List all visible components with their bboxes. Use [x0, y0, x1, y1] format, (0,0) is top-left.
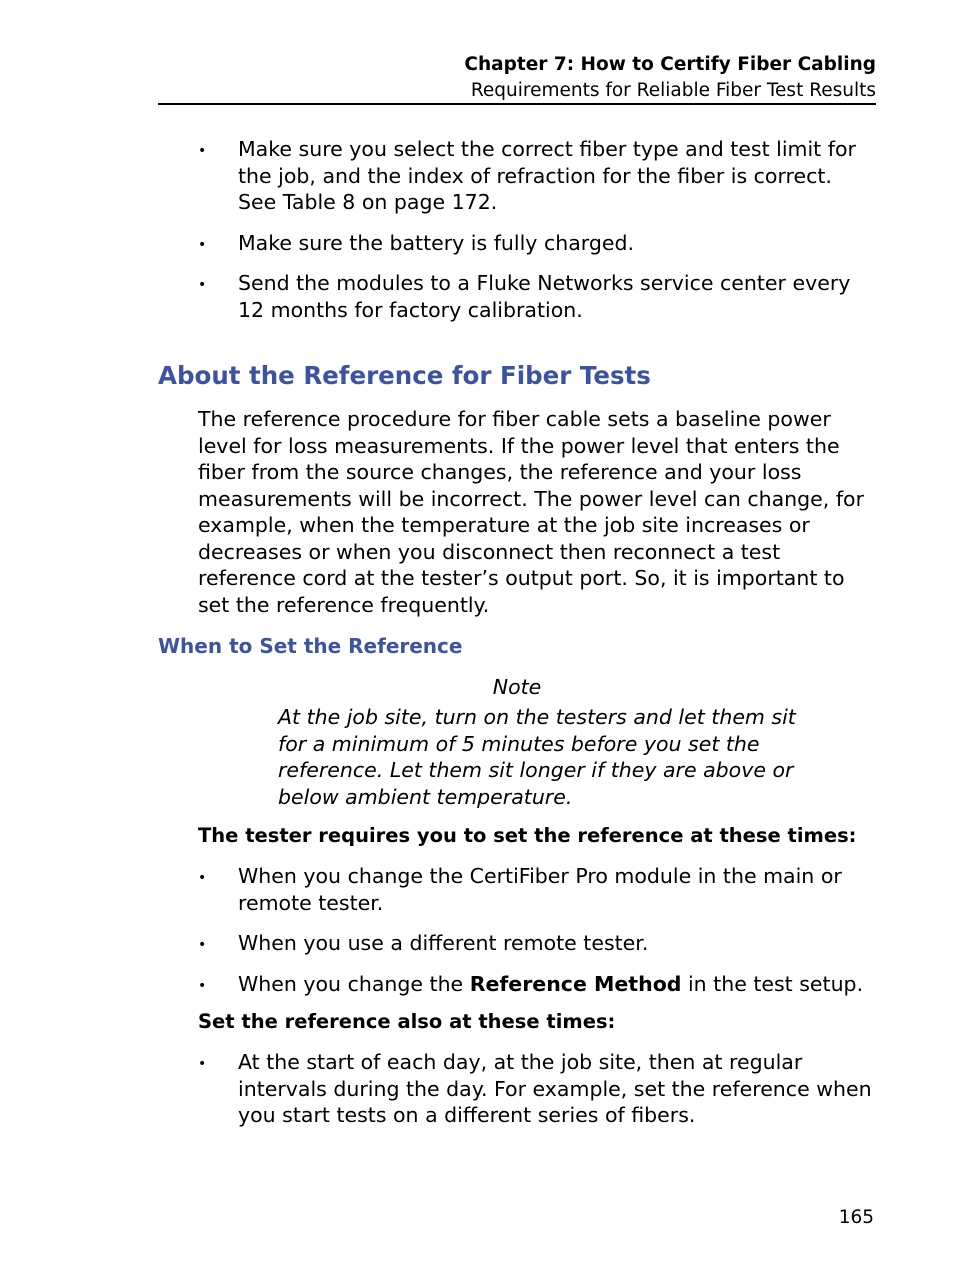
bullet-icon: •: [198, 937, 207, 953]
section-title: Requirements for Reliable Fiber Test Results: [470, 80, 876, 101]
top-bullet-list: [198, 136, 876, 337]
required-times-lead: The tester requires you to set the reference at these times:: [198, 824, 857, 847]
reference-method-term: Reference Method: [469, 971, 682, 996]
list-item: [198, 270, 876, 323]
list-item-text: When you use a different remote tester.: [238, 931, 649, 955]
list-item: [198, 971, 876, 998]
note-title: Note: [492, 675, 542, 699]
note-body: At the job site, turn on the testers and let them sit for a minimum of 5 minutes before you set the reference. Let them sit longer if they are above or below ambient temperature.: [278, 705, 796, 809]
list-item-text-prefix: When you change the: [238, 971, 470, 996]
list-item-text: When you change the CertiFiber Pro module in the main or remote tester.: [238, 864, 842, 915]
list-item-text: Send the modules to a Fluke Networks service center every 12 months for factory calibration.: [238, 271, 851, 322]
list-item-text: [238, 972, 863, 996]
header-divider: [158, 103, 876, 105]
required-times-list: [198, 863, 876, 1011]
section-paragraph: The reference procedure for fiber cable sets a baseline power level for loss measurements. If the power level that enters the fiber from the source changes, the reference and your loss measurements will be incorrect. The power level can change, for example, when the temperature at the job site increases or decreases or when you disconnect then reconnect a test reference cord at the tester’s output port. So, it is important to set the reference frequently.: [198, 407, 865, 617]
subsection-heading: When to Set the Reference: [158, 634, 463, 658]
list-item-text-suffix: in the test setup.: [681, 971, 864, 996]
list-item-text: At the start of each day, at the job site, then at regular intervals during the day. For example, set the reference when you start tests on a different series of fibers.: [238, 1050, 872, 1127]
list-item-text: Make sure you select the correct fiber type and test limit for the job, and the index of refraction for the fiber is correct. See Table 8 on page 172.: [238, 137, 856, 214]
section-heading: About the Reference for Fiber Tests: [158, 361, 651, 390]
list-item: [198, 930, 876, 957]
list-item: [198, 1049, 876, 1129]
list-item: [198, 136, 876, 216]
bullet-icon: •: [198, 1056, 207, 1072]
list-item: [198, 863, 876, 916]
list-item: [198, 230, 876, 257]
list-item-text: Make sure the battery is fully charged.: [238, 230, 634, 255]
also-times-list: [198, 1049, 876, 1143]
bullet-icon: •: [198, 977, 207, 994]
bullet-icon: •: [198, 870, 207, 886]
bullet-icon: •: [198, 236, 207, 253]
page-number: 165: [838, 1207, 874, 1228]
also-times-lead: Set the reference also at these times:: [198, 1010, 616, 1033]
bullet-icon: •: [198, 143, 207, 159]
running-header: [158, 52, 876, 104]
bullet-icon: •: [198, 277, 207, 293]
chapter-title: Chapter 7: How to Certify Fiber Cabling: [464, 54, 876, 75]
